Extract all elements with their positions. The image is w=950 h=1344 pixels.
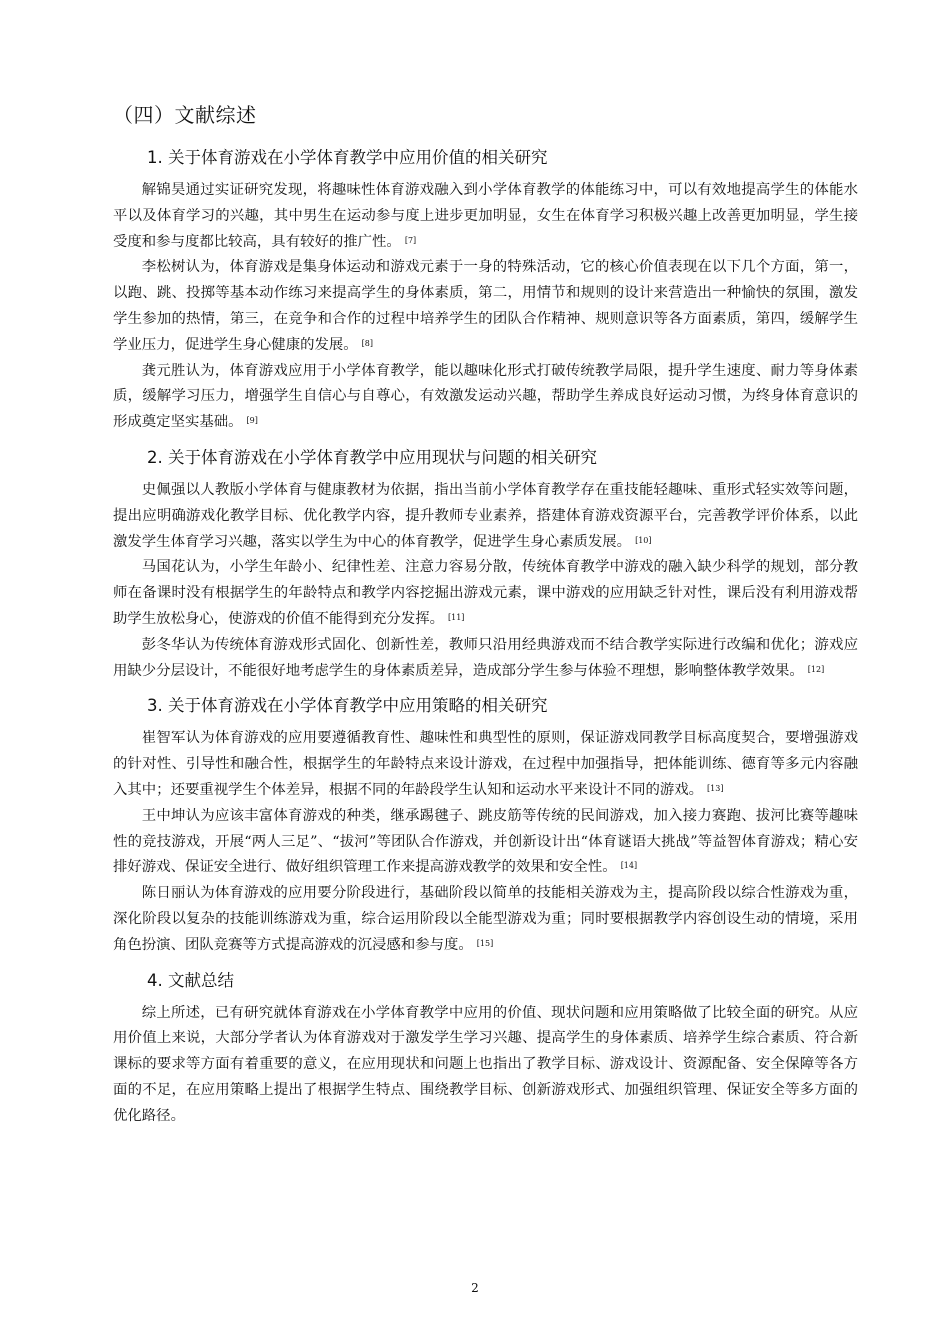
subsection-title-4: 4. 文献总结 bbox=[147, 970, 234, 990]
paragraph: 综上所述，已有研究就体育游戏在小学体育教学中应用的价值、现状问题和应用策略做了比较全面的研究。从应用价值上来说，大部分学者认为体育游戏对于激发学生学习兴趣、提高学生的身体素质、培养学生综合素质、符合新课标的要求等方面有着重要的意义，在应用现状和问题上也指出了教学目标、游戏设计、资源配备、安全保障等各方面的不足，在应用策略上提出了根据学生特点、围绕教学目标、创新游戏形式、加强组织管理、保证安全等多方面的优化路径。 bbox=[113, 1004, 858, 1124]
subsection-title-2: 2. 关于体育游戏在小学体育教学中应用现状与问题的相关研究 bbox=[147, 447, 597, 467]
paragraph: 彭冬华认为传统体育游戏形式固化、创新性差，教师只沿用经典游戏而不结合教学实际进行改编和优化；游戏应用缺少分层设计，不能很好地考虑学生的身体素质差异，造成部分学生参与体验不理想，影响整体教学效果。 [12] bbox=[113, 636, 858, 679]
paragraph: 史佩强以人教版小学体育与健康教材为依据，指出当前小学体育教学存在重技能轻趣味、重形式轻实效等问题，提出应明确游戏化教学目标、优化教学内容，提升教师专业素养，搭建体育游戏资源平台，完善教学评价体系，以此激发学生体育学习兴趣，落实以学生为中心的体育教学，促进学生身心素质发展。 [10] bbox=[113, 481, 858, 550]
subsection-title-1: 1. 关于体育游戏在小学体育教学中应用价值的相关研究 bbox=[147, 148, 548, 167]
section-title: （四）文献综述 bbox=[113, 103, 257, 127]
page-number: 2 bbox=[471, 1281, 479, 1295]
page-content bbox=[113, 100, 858, 1130]
citation: [8] bbox=[361, 338, 373, 348]
paragraph: 崔智军认为体育游戏的应用要遵循教育性、趣味性和典型性的原则，保证游戏同教学目标高度契合，要增强游戏的针对性、引导性和融合性，根据学生的年龄特点来设计游戏，在过程中加强指导，把体能训练、德育等多元内容融入其中；还要重视学生个体差异，根据不同的年龄段学生认知和运动水平来设计不同的游戏。 [13] bbox=[113, 730, 858, 798]
citation: [10] bbox=[635, 535, 652, 545]
citation: [7] bbox=[404, 235, 417, 245]
citation: [14] bbox=[620, 861, 638, 871]
citation: [9] bbox=[246, 416, 258, 426]
citation: [12] bbox=[807, 664, 825, 674]
paragraph: 解锦昊通过实证研究发现，将趣味性体育游戏融入到小学体育教学的体能练习中，可以有效地提高学生的体能水平以及体育学习的兴趣，其中男生在运动参与度上进步更加明显，女生在体育学习积极兴趣上改善更加明显，学生接受度和参与度都比较高，具有较好的推广性。 [7] bbox=[113, 182, 858, 250]
paragraph: 马国花认为，小学生年龄小、纪律性差、注意力容易分散，传统体育教学中游戏的融入缺少科学的规划，部分教师在备课时没有根据学生的年龄特点和教学内容挖掘出游戏元素，课中游戏的应用缺乏针对性，课后没有利用游戏帮助学生放松身心，使游戏的价值不能得到充分发挥。 [11] bbox=[113, 559, 858, 627]
paragraph: 龚元胜认为，体育游戏应用于小学体育教学，能以趣味化形式打破传统教学局限，提升学生速度、耐力等身体素质，缓解学习压力，增强学生自信心与自尊心，有效激发运动兴趣，帮助学生养成良好运动习惯，为终身体育意识的形成奠定坚实基础。 [9] bbox=[113, 362, 858, 431]
subsection-title-3: 3. 关于体育游戏在小学体育教学中应用策略的相关研究 bbox=[147, 696, 548, 716]
citation: [15] bbox=[476, 938, 494, 948]
citation: [13] bbox=[707, 783, 724, 793]
paragraph: 李松树认为，体育游戏是集身体运动和游戏元素于一身的特殊活动，它的核心价值表现在以下几个方面，第一，以跑、跳、投掷等基本动作练习来提高学生的身体素质，第二，用情节和规则的设计来营造出一种愉快的氛围，激发学生参加的热情，第三，在竞争和合作的过程中培养学生的团队合作精神、规则意识等各方面素质，第四，缓解学生学业压力，促进学生身心健康的发展。 [8] bbox=[113, 259, 858, 353]
citation: [11] bbox=[448, 612, 465, 622]
paragraph: 王中坤认为应该丰富体育游戏的种类，继承踢毽子、跳皮筋等传统的民间游戏，加入接力赛跑、拔河比赛等趣味性的竞技游戏，开展“两人三足”、“拔河”等团队合作游戏，并创新设计出“体育谜语大挑战”等益智体育游戏；精心安排好游戏、保证安全进行、做好组织管理工作来提高游戏教学的效果和安全性。 [14] bbox=[113, 807, 858, 876]
paragraph: 陈日丽认为体育游戏的应用要分阶段进行，基础阶段以简单的技能相关游戏为主，提高阶段以综合性游戏为重，深化阶段以复杂的技能训练游戏为重，综合运用阶段以全能型游戏为重；同时要根据教学内容创设生动的情境，采用角色扮演、团队竞赛等方式提高游戏的沉浸感和参与度。 [15] bbox=[113, 885, 858, 953]
